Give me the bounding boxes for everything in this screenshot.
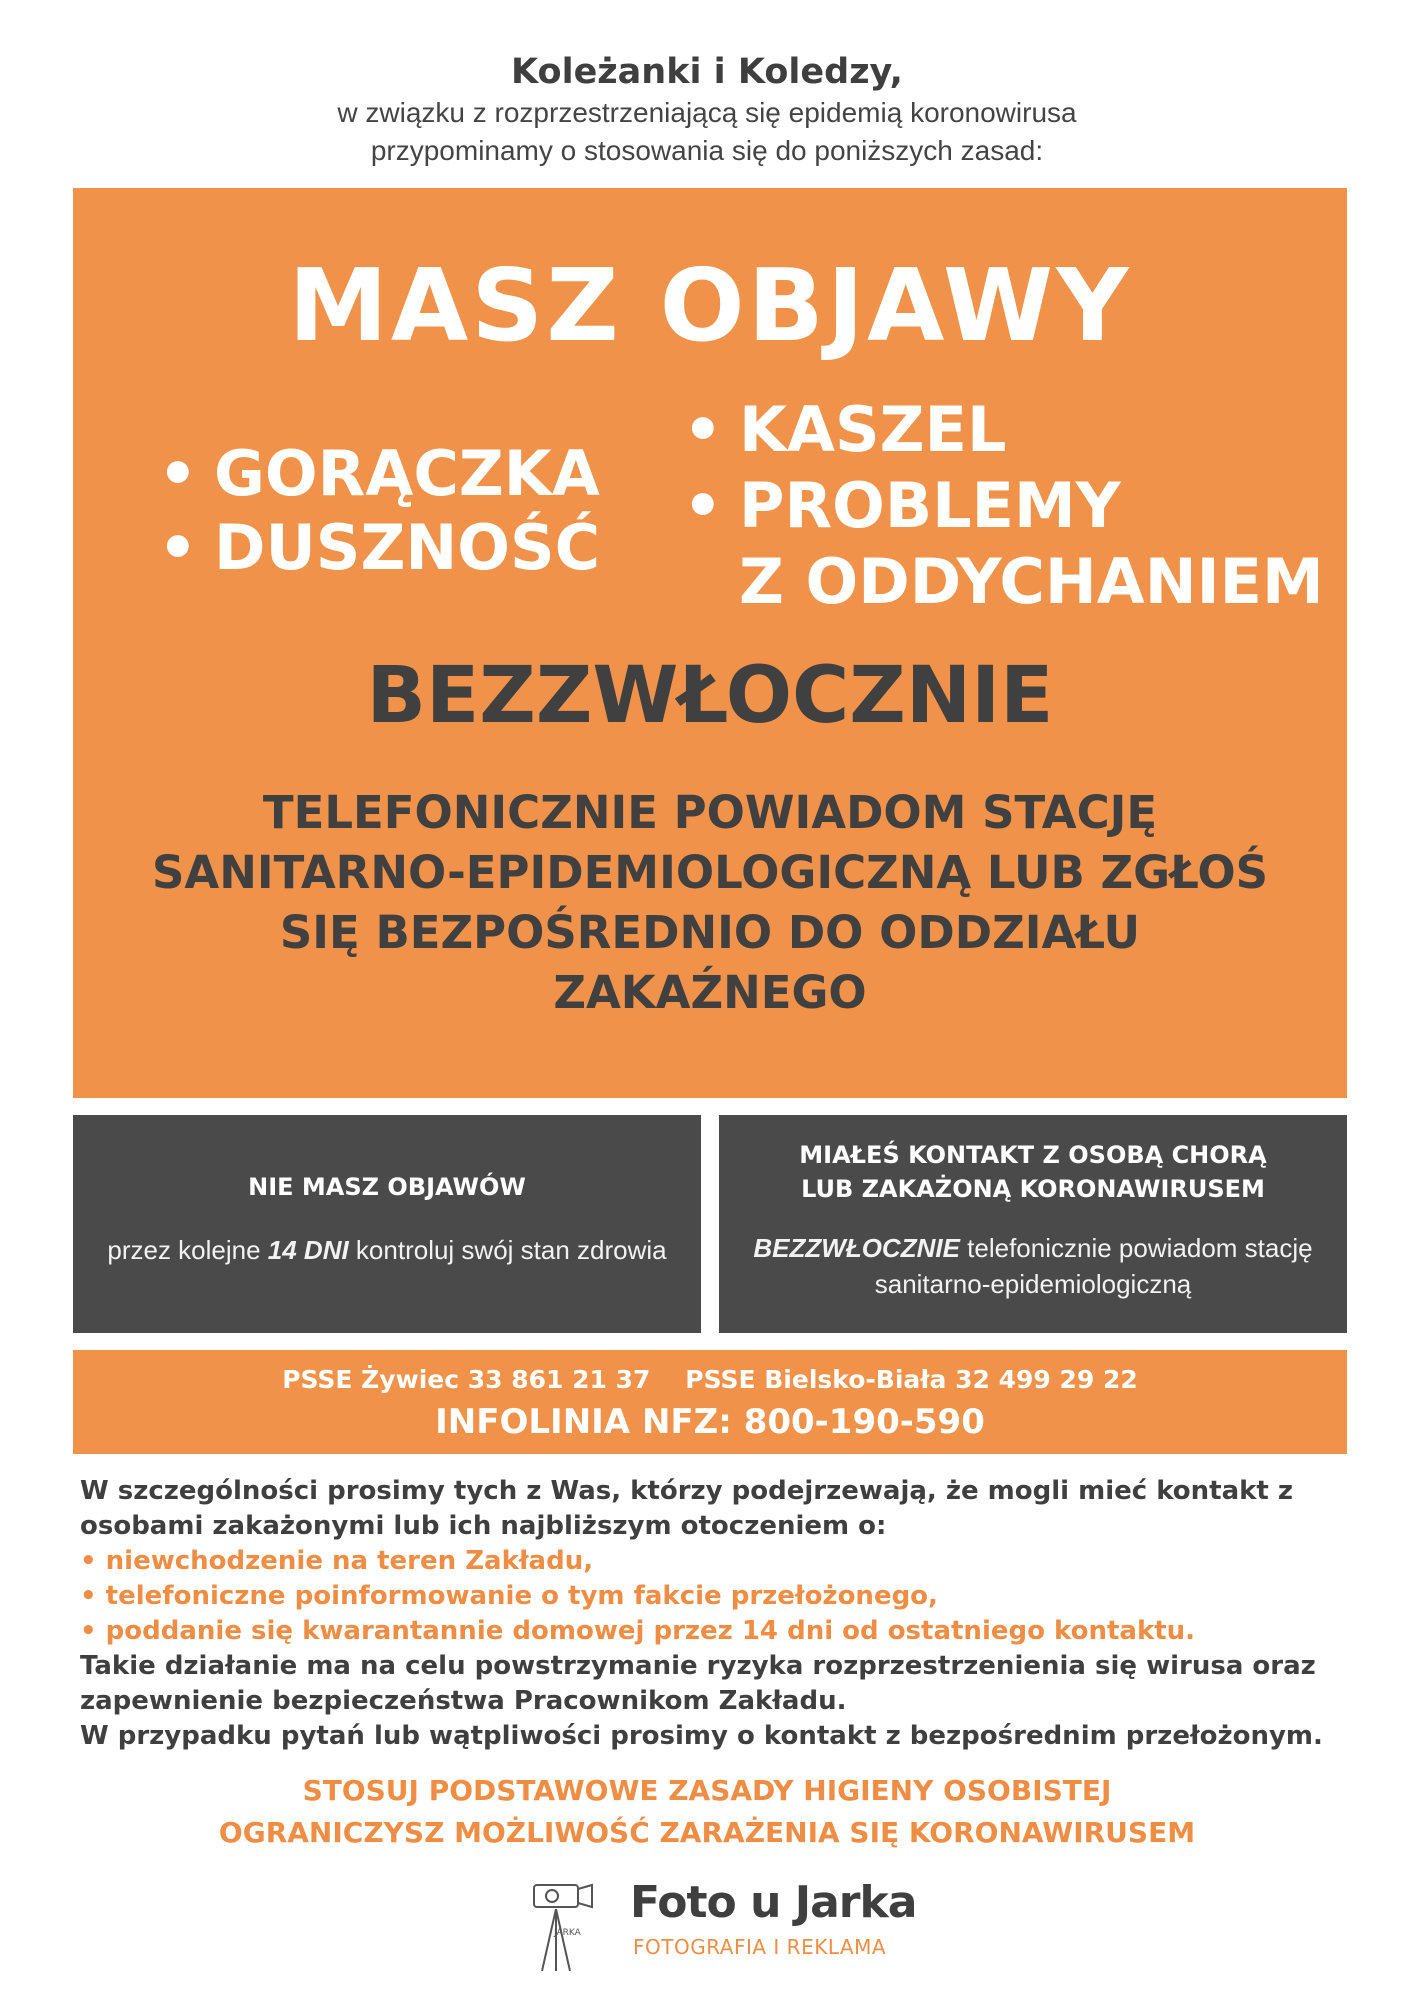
psse-zywiec: PSSE Żywiec 33 861 21 37 [282, 1365, 651, 1394]
slogan-line-2: OGRANICZYSZ MOŻLIWOŚĆ ZARAŻENIA SIĘ KORONAWIRUSEM [218, 1816, 1196, 1849]
camera-tripod-icon [530, 1875, 620, 1975]
list-item: • poddanie się kwarantannie domowej przez 14 dni od ostatniego kontaktu. [80, 1616, 1196, 1646]
symptom-breathing-cont: Z ODDYCHANIEM [739, 545, 1324, 618]
questions-line: W przypadku pytań lub wątpliwości prosimy o kontakt z bezpośrednim przełożonym. [80, 1721, 1323, 1751]
body-text [80, 1474, 1350, 1754]
bullet: • [158, 437, 198, 510]
contact-case-panel [719, 1115, 1347, 1333]
list-item: • niewchodzenie na teren Zakładu, [80, 1546, 594, 1576]
urgent-heading: BEZZWŁOCZNIE [366, 651, 1054, 741]
psse-bielsko: PSSE Bielsko-Biała 32 499 29 22 [685, 1365, 1138, 1394]
brand-logo [530, 1875, 930, 1975]
symptoms-panel [73, 188, 1347, 1098]
psse-numbers [73, 1364, 1347, 1396]
header-line-1: w związku z rozprzestrzeniającą się epidemią koronowirusa [337, 97, 1077, 128]
intro-line: osobami zakażonymi lub ich najbliższym otoczeniem o: [80, 1511, 887, 1541]
greeting: Koleżanki i Koledzy, [511, 52, 903, 92]
purpose-line: zapewnienie bezpieczeństwa Pracownikom Zakładu. [80, 1686, 847, 1716]
brand-name: Foto u Jarka [630, 1877, 917, 1928]
contact-case-title-1: MIAŁEŚ KONTAKT Z OSOBĄ CHORĄ [799, 1141, 1267, 1169]
phone-contacts [73, 1350, 1347, 1454]
contact-case-text-1: BEZZWŁOCZNIE telefonicznie powiadom stację [753, 1233, 1313, 1263]
slogan-line-1: STOSUJ PODSTAWOWE ZASADY HIGIENY OSOBISTEJ [302, 1774, 1112, 1807]
symptoms-title: MASZ OBJAWY [288, 247, 1132, 364]
no-symptoms-title: NIE MASZ OBJAWÓW [248, 1173, 526, 1201]
no-symptoms-text: przez kolejne 14 DNI kontroluj swój stan zdrowia [107, 1235, 667, 1265]
bullet: • [683, 393, 723, 466]
list-item: • telefoniczne poinformowanie o tym fakcie przełożonego, [80, 1581, 938, 1611]
bullet: • [683, 469, 723, 542]
symptom-dyspnea: • DUSZNOŚĆ [158, 511, 601, 584]
hygiene-slogan [0, 1770, 1414, 1854]
instruction-line: SANITARNO-EPIDEMIOLOGICZNĄ LUB ZGŁOŚ [152, 846, 1268, 899]
svg-text:JARKA: JARKA [554, 1928, 581, 1938]
header-line-2: przypominamy o stosowania się do poniższych zasad: [370, 135, 1044, 166]
brand-tagline: FOTOGRAFIA I REKLAMA [633, 1935, 887, 1959]
instruction-line: ZAKAŹNEGO [553, 966, 867, 1019]
symptom-breathing: • PROBLEMY [683, 469, 1121, 542]
no-symptoms-panel [73, 1115, 701, 1333]
symptom-fever: • GORĄCZKA [158, 437, 600, 510]
instruction [103, 783, 1317, 1023]
nfz-hotline: INFOLINIA NFZ: 800-190-590 [435, 1402, 985, 1442]
intro-line: W szczególności prosimy tych z Was, którzy podejrzewają, że mogli mieć kontakt z [80, 1476, 1294, 1506]
contact-case-title-2: LUB ZAKAŻONĄ KORONAWIRUSEM [801, 1175, 1265, 1203]
symptom-cough: • KASZEL [683, 393, 1007, 466]
instruction-line: SIĘ BEZPOŚREDNIO DO ODDZIAŁU [279, 906, 1141, 959]
contact-case-text-2: sanitarno-epidemiologiczną [874, 1269, 1192, 1299]
bullet: • [158, 511, 198, 584]
instruction-line: TELEFONICZNIE POWIADOM STACJĘ [262, 786, 1158, 839]
purpose-line: Takie działanie ma na celu powstrzymanie ryzyka rozprzestrzenienia się wirusa oraz [80, 1651, 1316, 1681]
header [0, 50, 1414, 170]
